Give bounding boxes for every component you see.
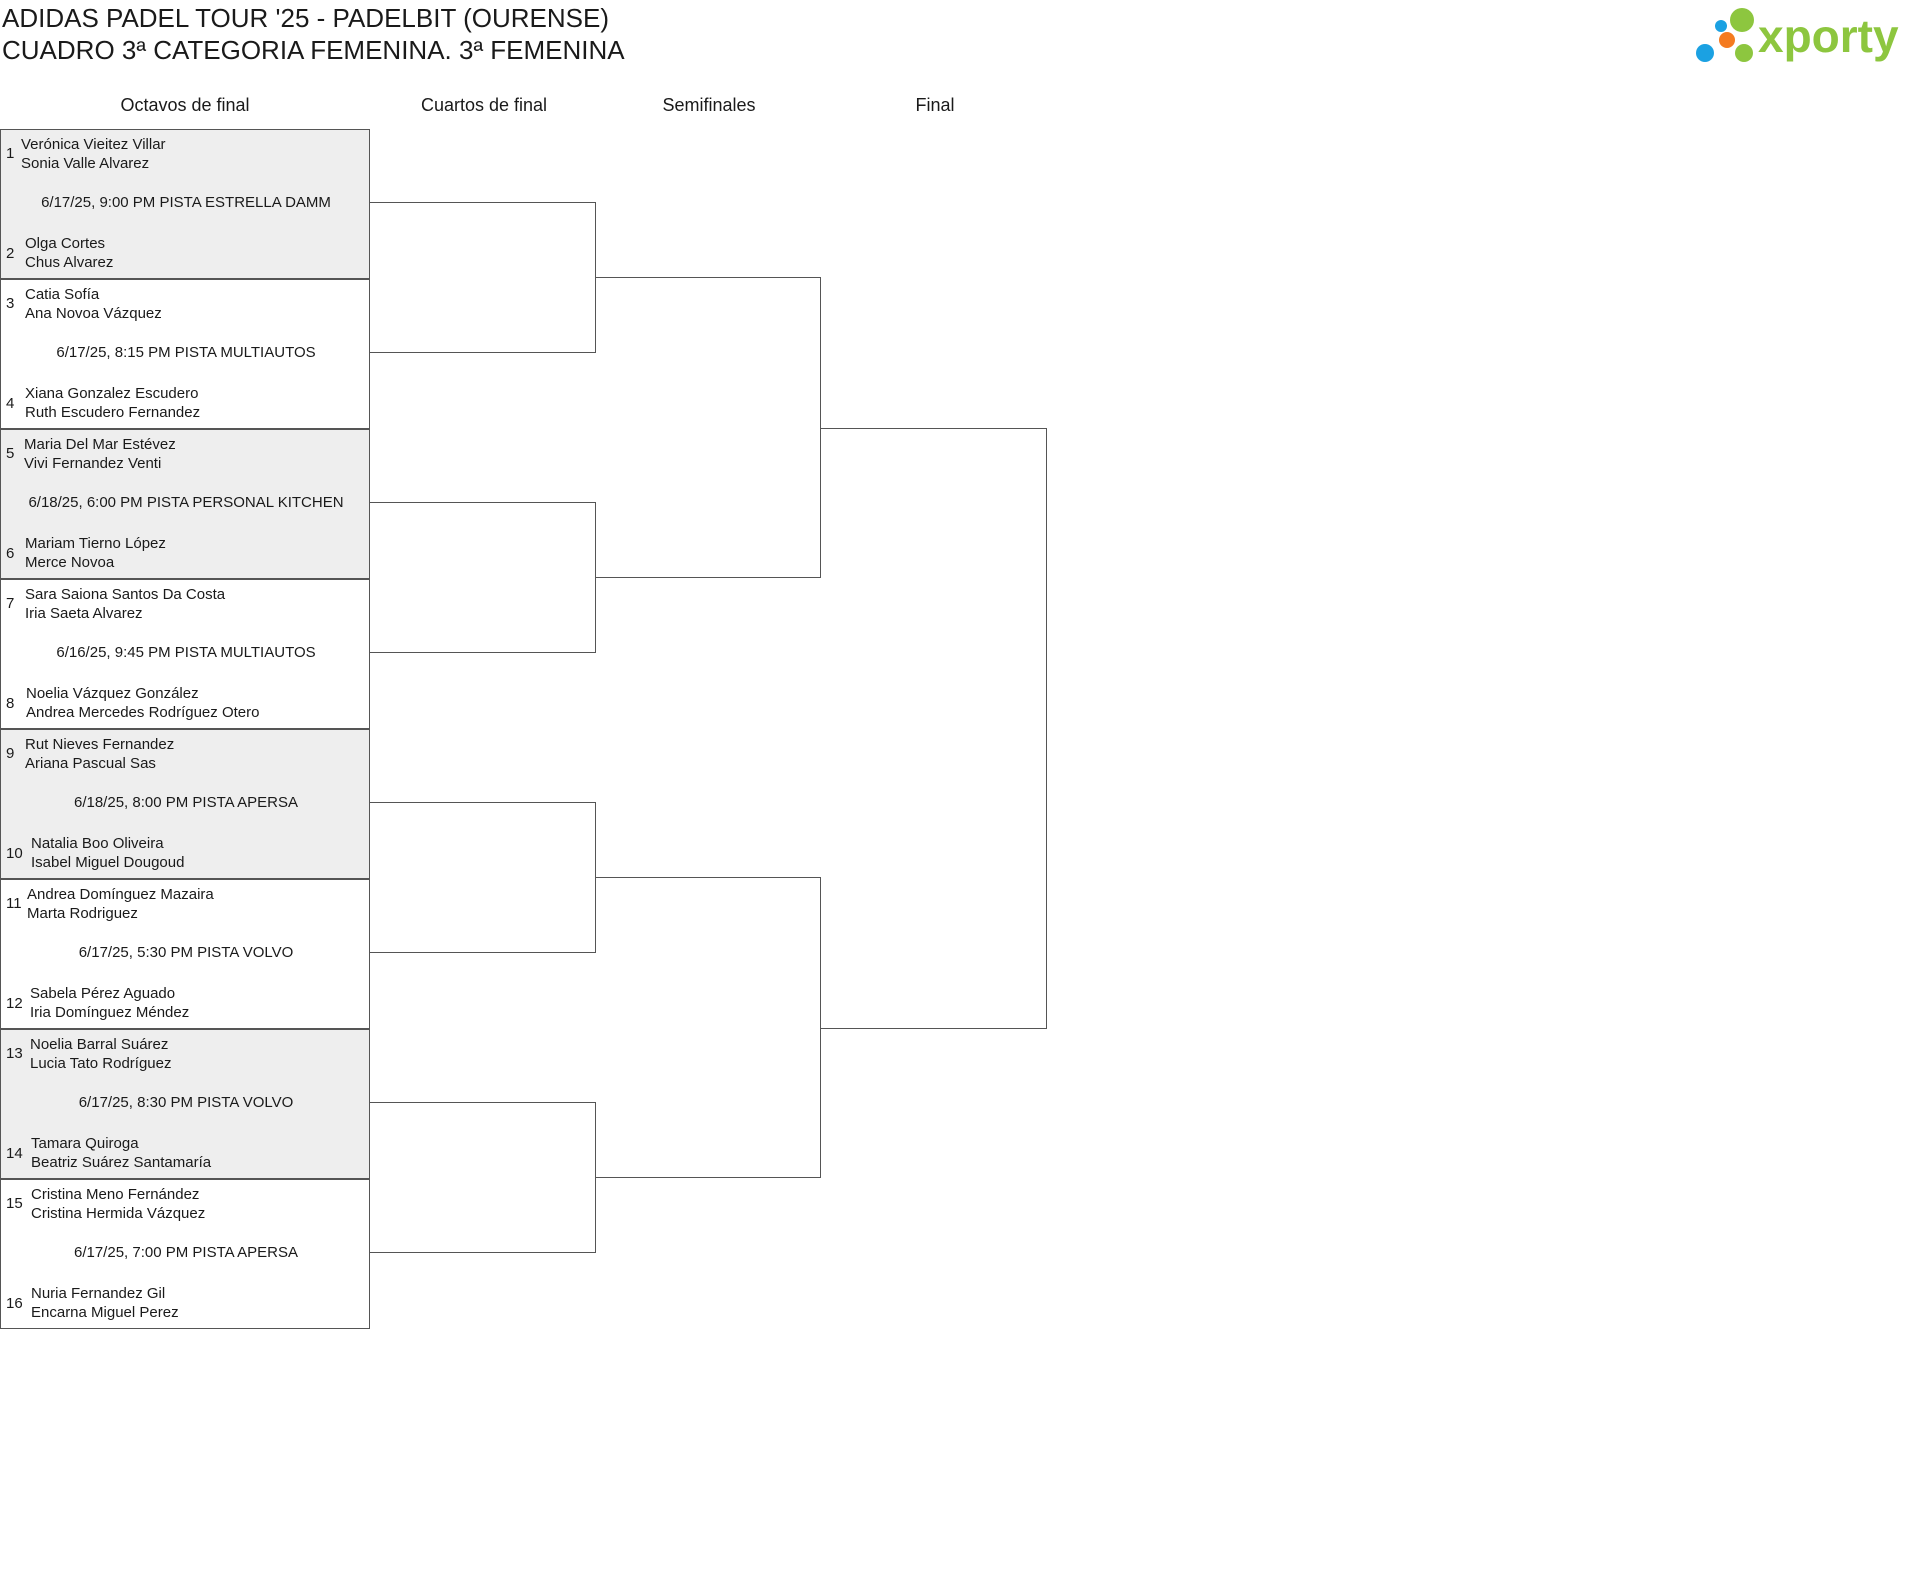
match-card[interactable]: [0, 1179, 370, 1329]
match-card[interactable]: [0, 129, 370, 279]
player-name: Ariana Pascual Sas: [25, 755, 156, 772]
bracket-connector: [370, 1102, 595, 1103]
round-label-semifinales: Semifinales: [662, 95, 756, 115]
player-name: Iria Saeta Alvarez: [25, 605, 143, 622]
player-name: Encarna Miguel Perez: [31, 1304, 179, 1321]
seed-number: 15: [6, 1195, 23, 1212]
bracket-connector: [820, 1028, 1046, 1029]
round-label-octavos: Octavos de final: [120, 95, 250, 115]
team-pair: [31, 1284, 179, 1322]
player-name: Mariam Tierno López: [25, 535, 166, 552]
player-name: Andrea Domínguez Mazaira: [27, 886, 214, 903]
match-schedule: 6/17/25, 7:00 PM PISTA APERSA: [73, 1244, 298, 1261]
team-pair: [25, 534, 166, 572]
seed-number: 8: [6, 695, 15, 712]
bracket-connector: [370, 352, 595, 353]
player-name: Sara Saiona Santos Da Costa: [25, 586, 226, 603]
team-pair: [24, 435, 176, 473]
team-pair: [25, 384, 200, 422]
player-name: Lucia Tato Rodríguez: [30, 1055, 172, 1072]
player-name: Verónica Vieitez Villar: [21, 136, 166, 153]
seed-number: 1: [6, 145, 15, 162]
team-pair: [25, 234, 113, 272]
player-name: Iria Domínguez Méndez: [30, 1004, 190, 1021]
match-schedule: 6/17/25, 8:30 PM PISTA VOLVO: [78, 1094, 294, 1111]
player-name: Natalia Boo Oliveira: [31, 835, 164, 852]
player-name: Chus Alvarez: [25, 254, 114, 271]
bracket-connector: [370, 802, 595, 803]
player-name: Xiana Gonzalez Escudero: [25, 385, 199, 402]
bracket-connector: [595, 277, 820, 278]
player-name: Rut Nieves Fernandez: [25, 736, 175, 753]
player-name: Isabel Miguel Dougoud: [31, 854, 185, 871]
bracket-connector: [370, 502, 595, 503]
team-pair: [30, 984, 189, 1022]
bracket-connector: [820, 428, 1046, 429]
team-pair: [31, 1185, 205, 1223]
player-name: Maria Del Mar Estévez: [24, 436, 176, 453]
match-card[interactable]: [0, 279, 370, 429]
xporty-logo: [1690, 2, 1920, 68]
match-card[interactable]: [0, 579, 370, 729]
logo-dot-blue-large: [1696, 44, 1714, 62]
seed-number: 4: [6, 395, 15, 412]
seed-number: 13: [6, 1045, 23, 1062]
player-name: Sabela Pérez Aguado: [30, 985, 176, 1002]
seed-number: 3: [6, 295, 15, 312]
bracket-connector: [595, 577, 820, 578]
player-name: Olga Cortes: [25, 235, 106, 252]
match-card[interactable]: [0, 1029, 370, 1179]
player-name: Vivi Fernandez Venti: [24, 455, 162, 472]
bracket-connector: [1046, 428, 1047, 1029]
logo-dot-blue-small: [1715, 20, 1727, 32]
player-name: Cristina Hermida Vázquez: [31, 1205, 206, 1222]
team-pair: [27, 885, 214, 923]
match-card[interactable]: [0, 729, 370, 879]
bracket-connector: [595, 877, 820, 878]
match-schedule: 6/18/25, 6:00 PM PISTA PERSONAL KITCHEN: [28, 494, 344, 511]
logo-text: xporty: [1758, 10, 1899, 62]
bracket-connector: [370, 202, 595, 203]
player-name: Andrea Mercedes Rodríguez Otero: [26, 704, 260, 721]
seed-number: 12: [6, 995, 23, 1012]
player-name: Nuria Fernandez Gil: [31, 1285, 166, 1302]
player-name: Ruth Escudero Fernandez: [25, 404, 201, 421]
round-label-cuartos: Cuartos de final: [420, 95, 548, 115]
team-pair: [30, 1035, 171, 1073]
seed-number: 6: [6, 545, 15, 562]
match-schedule: 6/17/25, 5:30 PM PISTA VOLVO: [78, 944, 294, 961]
player-name: Tamara Quiroga: [31, 1135, 139, 1152]
team-pair: [26, 684, 259, 722]
team-pair: [25, 585, 225, 623]
bracket-connector: [370, 652, 595, 653]
team-pair: [25, 735, 174, 773]
match-schedule: 6/17/25, 9:00 PM PISTA ESTRELLA DAMM: [41, 194, 331, 211]
round-label-final: Final: [915, 95, 955, 115]
bracket-connector: [370, 1252, 595, 1253]
team-pair: [31, 834, 184, 872]
match-schedule: 6/17/25, 8:15 PM PISTA MULTIAUTOS: [56, 344, 316, 361]
match-schedule: 6/18/25, 8:00 PM PISTA APERSA: [73, 794, 298, 811]
match-card[interactable]: [0, 429, 370, 579]
logo-dot-green-large: [1730, 8, 1754, 32]
team-pair: [31, 1134, 211, 1172]
page-subtitle: CUADRO 3ª CATEGORIA FEMENINA. 3ª FEMENINA: [2, 35, 625, 65]
seed-number: 16: [6, 1295, 23, 1312]
team-pair: [21, 135, 166, 173]
seed-number: 10: [6, 845, 23, 862]
seed-number: 2: [6, 245, 15, 262]
player-name: Merce Novoa: [25, 554, 115, 571]
seed-number: 7: [6, 595, 15, 612]
player-name: Noelia Barral Suárez: [30, 1036, 169, 1053]
player-name: Ana Novoa Vázquez: [25, 305, 162, 322]
player-name: Sonia Valle Alvarez: [21, 155, 150, 172]
page-title: ADIDAS PADEL TOUR '25 - PADELBIT (OURENSE): [2, 3, 609, 33]
player-name: Cristina Meno Fernández: [31, 1186, 200, 1203]
seed-number: 11: [6, 895, 22, 912]
player-name: Marta Rodriguez: [27, 905, 138, 922]
seed-number: 9: [6, 745, 15, 762]
bracket-connector: [370, 952, 595, 953]
logo-dot-orange: [1719, 32, 1735, 48]
seed-number: 5: [6, 445, 15, 462]
team-pair: [25, 285, 162, 323]
player-name: Beatriz Suárez Santamaría: [31, 1154, 212, 1171]
player-name: Noelia Vázquez González: [26, 685, 199, 702]
logo-dot-green-small: [1735, 44, 1753, 62]
bracket-connector: [595, 1177, 820, 1178]
match-schedule: 6/16/25, 9:45 PM PISTA MULTIAUTOS: [56, 644, 316, 661]
match-card[interactable]: [0, 879, 370, 1029]
player-name: Catia Sofía: [25, 286, 100, 303]
seed-number: 14: [6, 1145, 23, 1162]
